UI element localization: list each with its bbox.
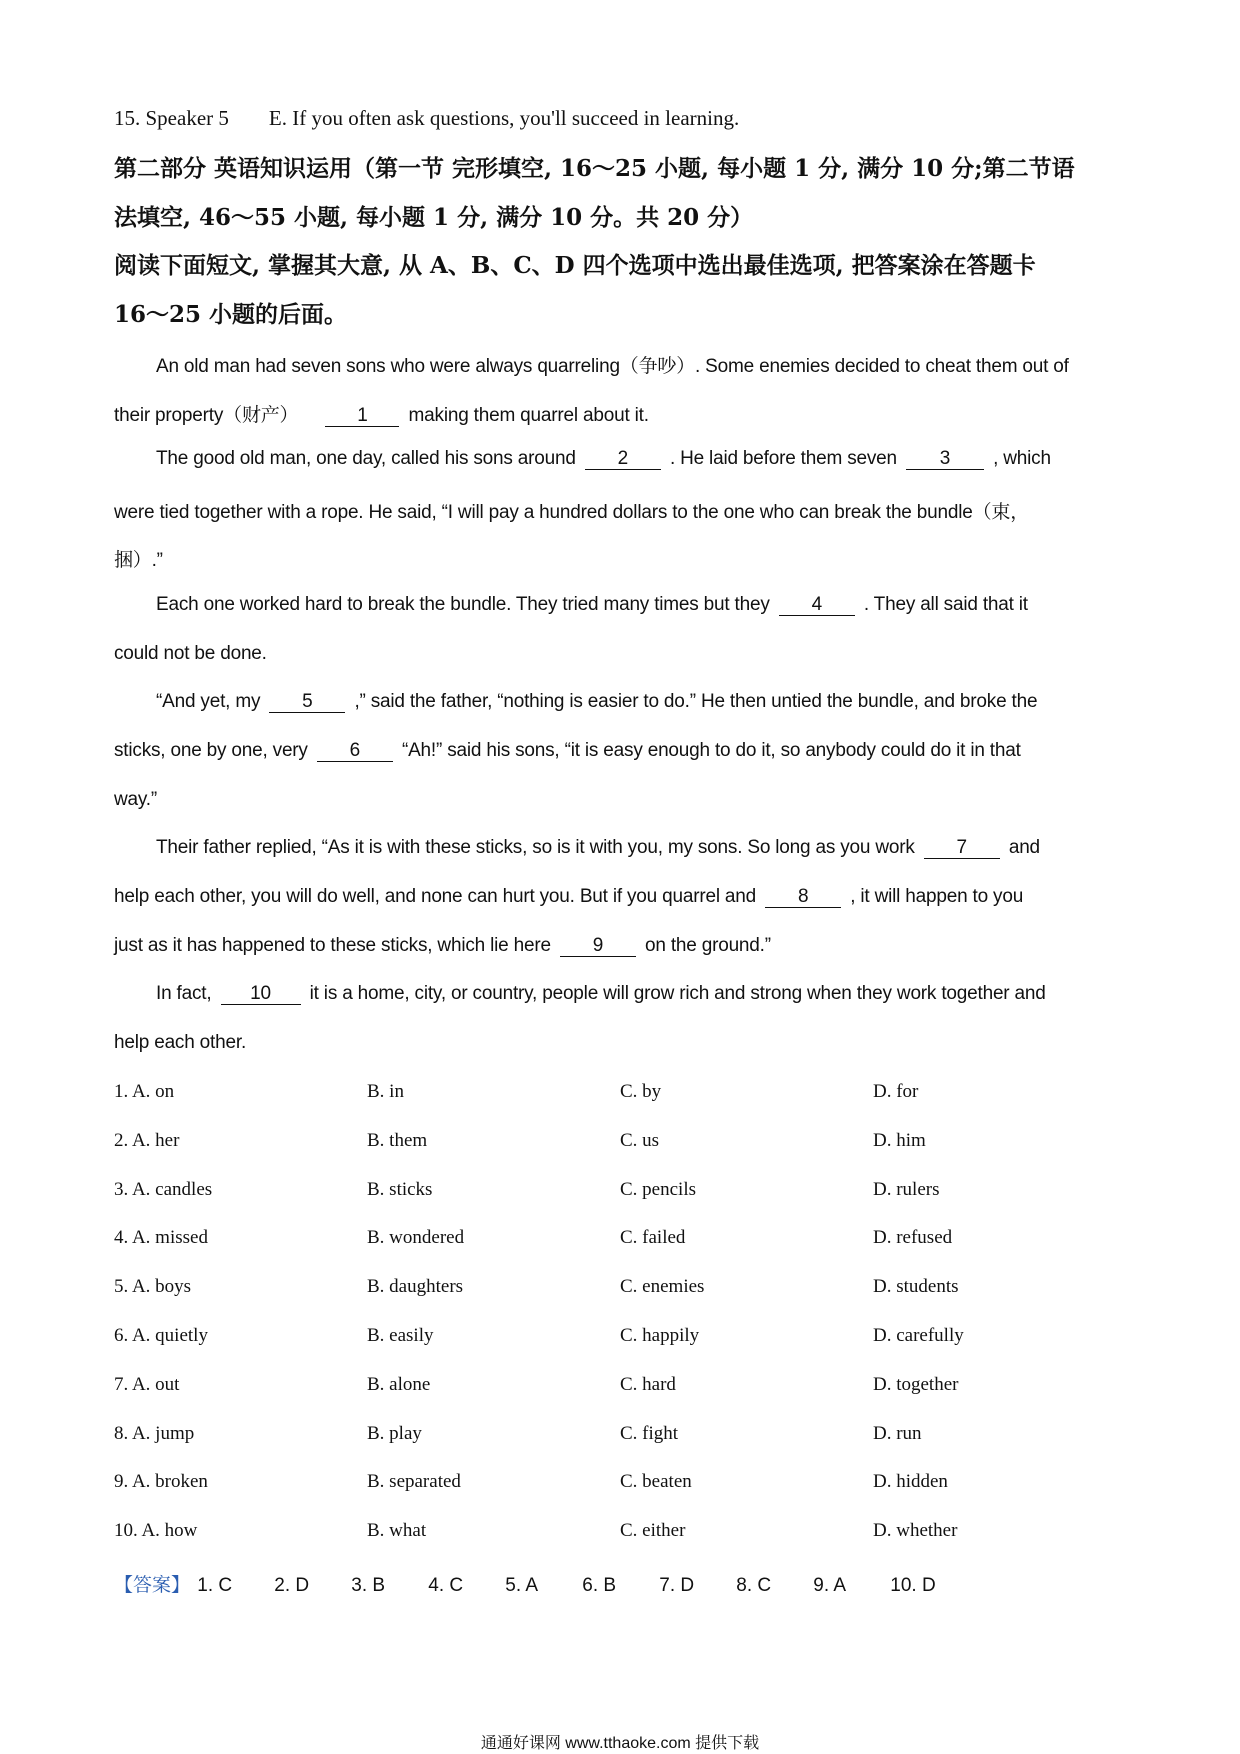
answer-item: 10. D — [890, 1575, 936, 1596]
option-row — [114, 1471, 1134, 1501]
option-item: D. rulers — [873, 1178, 940, 1200]
option-item: B. easily — [367, 1325, 434, 1346]
option-item: 1. A. on — [114, 1081, 175, 1102]
answer-label: 【答案】 — [114, 1575, 191, 1596]
option-item: D. run — [873, 1422, 922, 1444]
option-item: C. hard — [620, 1373, 676, 1395]
option-item: 4. A. missed — [114, 1227, 208, 1249]
passage-line: their property（财产） 1 making them quarrel about it. — [114, 405, 649, 426]
listening-item-15 — [114, 106, 739, 131]
option-row — [114, 1374, 1134, 1404]
option-item: B. what — [367, 1520, 427, 1542]
option-item: D. carefully — [873, 1325, 964, 1346]
option-item: C. fight — [620, 1422, 679, 1444]
option-item: C. either — [620, 1520, 686, 1542]
option-item: B. separated — [367, 1471, 461, 1493]
instruction-line-1: 阅读下面短文, 掌握其大意, 从 A、B、C、D 四个选项中选出最佳选项, 把答案涂在答题卡 — [114, 252, 1036, 279]
option-item: B. in — [367, 1081, 404, 1102]
option-item: 3. A. candles — [114, 1178, 213, 1200]
passage-line: way.” — [114, 789, 157, 810]
passage-line: Each one worked hard to break the bundle. They tried many times but they 4 . They all said that it — [156, 594, 1028, 615]
passage-line: help each other, you will do well, and none can hurt you. But if you quarrel and 8 , it will happen to you — [114, 886, 1024, 907]
option-item: 6. A. quietly — [114, 1325, 208, 1346]
option-item: 9. A. broken — [114, 1471, 208, 1493]
answer-item: 4. C — [428, 1575, 464, 1596]
section-heading-line-1: 第二部分 英语知识运用（第一节 完形填空, 16～25 小题, 每小题 1 分, 满分 10 分;第二节语 — [114, 155, 1075, 182]
answer-item: 9. A — [813, 1575, 847, 1596]
answer-item: 6. B — [582, 1575, 617, 1596]
answer-key — [114, 1570, 967, 1597]
page-footer: 通通好课网 www.tthaoke.com 提供下载 — [480, 1735, 760, 1752]
blank-7: 7 — [924, 838, 1000, 859]
option-item: D. whether — [873, 1520, 958, 1542]
option-row — [114, 1130, 1134, 1160]
passage-line: Their father replied, “As it is with these sticks, so is it with you, my sons. So long as you work 7 and — [156, 837, 1040, 858]
option-item: B. play — [367, 1422, 422, 1444]
option-item: B. them — [367, 1129, 428, 1151]
option-item: B. daughters — [367, 1276, 464, 1298]
blank-3: 3 — [906, 449, 984, 470]
passage-line: help each other. — [114, 1032, 247, 1053]
instruction-line-2: 16～25 小题的后面。 — [114, 301, 348, 328]
passage-line: “And yet, my 5 ,” said the father, “nothing is easier to do.” He then untied the bundle, and broke the — [156, 691, 1038, 712]
answer-item: 3. B — [351, 1575, 386, 1596]
option-item: D. for — [873, 1081, 919, 1102]
option-item: C. happily — [620, 1325, 700, 1346]
blank-1: 1 — [325, 406, 399, 427]
answer-item: 1. C — [197, 1575, 233, 1596]
option-item: C. us — [620, 1129, 660, 1151]
option-item: 10. A. how — [114, 1520, 198, 1542]
blank-10: 10 — [221, 984, 301, 1005]
option-item: 5. A. boys — [114, 1276, 192, 1298]
option-item: D. students — [873, 1276, 959, 1298]
option-item: 8. A. jump — [114, 1422, 195, 1444]
option-row — [114, 1227, 1134, 1257]
option-item: C. by — [620, 1081, 662, 1102]
passage-line: sticks, one by one, very 6 “Ah!” said his sons, “it is easy enough to do it, so anybody could do it in that — [114, 740, 1021, 761]
option-row — [114, 1179, 1134, 1209]
option-item: D. hidden — [873, 1471, 948, 1493]
option-item: C. beaten — [620, 1471, 692, 1493]
option-item: C. enemies — [620, 1276, 705, 1298]
passage-line: In fact, 10 it is a home, city, or country, people will grow rich and strong when they work together and — [156, 983, 1046, 1004]
option-item: D. refused — [873, 1227, 953, 1249]
option-item: B. sticks — [367, 1178, 433, 1200]
passage-line: could not be done. — [114, 643, 267, 664]
option-item: D. him — [873, 1129, 926, 1151]
passage-line: were tied together with a rope. He said, “I will pay a hundred dollars to the one who can break the bundle（束， — [114, 502, 1030, 523]
option-row — [114, 1423, 1134, 1453]
passage-line: The good old man, one day, called his sons around 2 . He laid before them seven 3 , which — [156, 448, 1051, 469]
speaker-label: 15. Speaker 5 — [114, 106, 229, 130]
option-item: 7. A. out — [114, 1373, 180, 1395]
blank-2: 2 — [585, 449, 661, 470]
answer-item: 5. A — [505, 1575, 539, 1596]
blank-9: 9 — [560, 936, 636, 957]
option-item: D. together — [873, 1373, 959, 1395]
option-item: B. alone — [367, 1373, 431, 1395]
option-row — [114, 1325, 1134, 1355]
option-item: B. wondered — [367, 1227, 465, 1249]
blank-5: 5 — [269, 692, 345, 713]
option-row — [114, 1520, 1134, 1550]
blank-8: 8 — [765, 887, 841, 908]
passage-line: 捆）.” — [114, 550, 163, 571]
option-row — [114, 1276, 1134, 1306]
answer-item: 8. C — [736, 1575, 772, 1596]
blank-4: 4 — [779, 595, 855, 616]
passage-line: An old man had seven sons who were always quarreling（争吵）. Some enemies decided to cheat them out of — [156, 356, 1069, 377]
speaker-statement: E. If you often ask questions, you'll succeed in learning. — [268, 106, 740, 130]
blank-6: 6 — [317, 741, 393, 762]
option-item: 2. A. her — [114, 1129, 180, 1151]
passage-line: just as it has happened to these sticks, which lie here 9 on the ground.” — [114, 935, 771, 956]
option-row — [114, 1081, 1134, 1111]
section-heading-line-2: 法填空, 46～55 小题, 每小题 1 分, 满分 10 分。共 20 分） — [114, 204, 754, 231]
answer-item: 7. D — [659, 1575, 695, 1596]
option-item: C. failed — [620, 1227, 686, 1249]
answer-item: 2. D — [274, 1575, 310, 1596]
option-item: C. pencils — [620, 1178, 696, 1200]
